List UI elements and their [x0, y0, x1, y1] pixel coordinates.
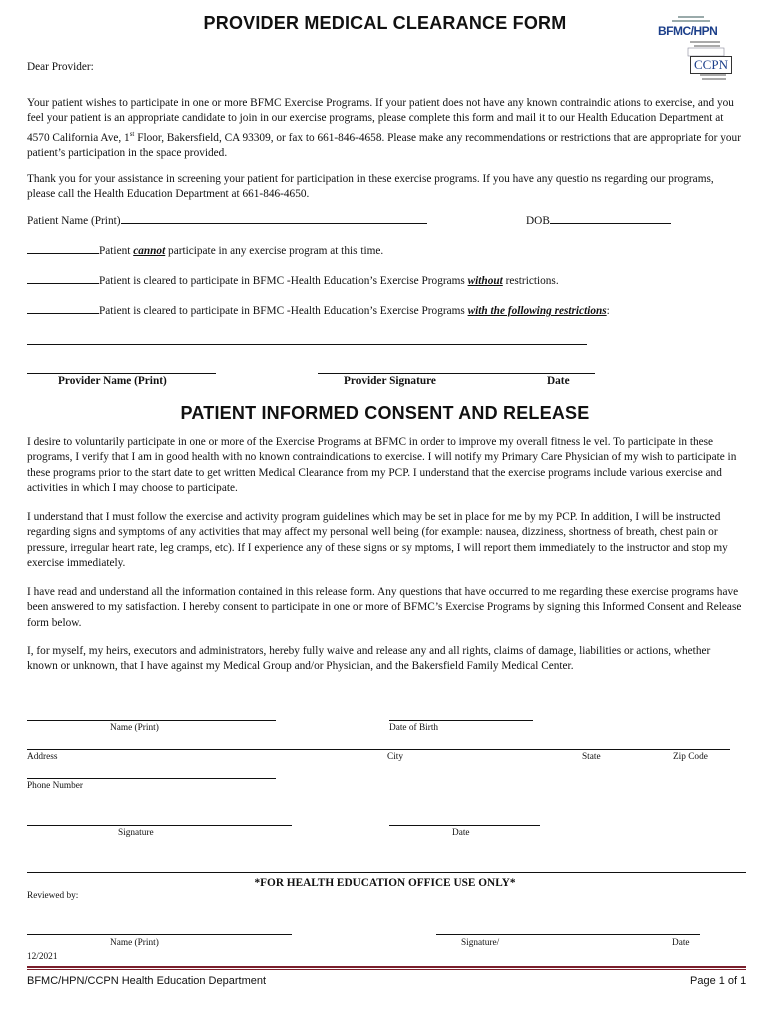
- consent-paragraph-1: I desire to voluntarily participate in one or more of the Exercise Programs at BFMC in order to improve my overall fitness le vel. To participate in these programs, I verify that I am in good health with no known contraindications to exercise. I will notify my Primary Care Physician of my wish to participate in these programs prior to the start date to get written Medical Clearance from my PCP. I understand that the exercise programs include various exercise and activities in which I may choose to participate.: [27, 436, 737, 494]
- footer-page-number: Page 1 of 1: [690, 975, 747, 987]
- patient-name-field[interactable]: [27, 212, 427, 227]
- option-cleared-without-restrictions[interactable]: Patient is cleared to participate in BFMC -Health Education’s Exercise Programs without restrictions.: [27, 272, 559, 287]
- option-cleared-with-restrictions[interactable]: Patient is cleared to participate in BFMC -Health Education’s Exercise Programs with the following restrictions:: [27, 302, 610, 317]
- address-label: Address: [27, 752, 58, 762]
- phone-line[interactable]: [27, 778, 276, 779]
- patient-dob-field[interactable]: [526, 212, 671, 227]
- consent-date-label: Date: [452, 828, 470, 838]
- consent-paragraph-4: I, for myself, my heirs, executors and administrators, hereby fully waive and release any and all rights, claims of damage, liabilities or actions, whether known or unknown, that I have against my Medical Group and/or Physician, and the Bakersfield Family Medical Center.: [27, 645, 711, 673]
- revision-date: 12/2021: [27, 952, 58, 962]
- dob-blank[interactable]: [550, 212, 671, 224]
- zip-label: Zip Code: [673, 752, 708, 762]
- office-name-line[interactable]: [27, 934, 292, 935]
- consent-paragraph-2: I understand that I must follow the exercise and activity program guidelines which may be set in place for me by my PCP. In addition, I will be instructed regarding signs and symptoms of any activities that may affect my personal well being (for example: nausea, dizziness, shortness of breath, chest pain or pressure, irregular heart rate, leg cramps, etc). If I experience any of these signs or sy mptoms, I will report them immediately to the instructor and stop my exercise immediately.: [27, 511, 728, 569]
- address-line[interactable]: [27, 749, 730, 750]
- option-cannot-participate[interactable]: Patient cannot participate in any exercise program at this time.: [27, 242, 383, 257]
- provider-name-label: Provider Name (Print): [58, 375, 167, 387]
- provider-thanks-paragraph: Thank you for your assistance in screening your patient for participation in these exercise programs. If you have any questio ns regarding our programs, please call the Health Education Department at 661-846-4650.: [27, 173, 714, 201]
- city-label: City: [387, 752, 404, 762]
- patient-name-label: Patient Name (Print): [27, 215, 121, 227]
- office-signature-line[interactable]: [436, 934, 700, 935]
- form-title: PROVIDER MEDICAL CLEARANCE FORM: [203, 13, 567, 33]
- footer-rule-top: [27, 966, 746, 968]
- footer-department: BFMC/HPN/CCPN Health Education Department: [27, 975, 267, 987]
- consent-dob-label: Date of Birth: [389, 723, 439, 733]
- consent-name-label: Name (Print): [110, 723, 159, 733]
- logo-top-text: BFMC/HPN: [658, 24, 718, 38]
- provider-intro-paragraph: Your patient wishes to participate in one or more BFMC Exercise Programs. If your patient does not have any known contraindic ations to exercise, and you feel your patient is an appropriate candidate to join in our exercise programs, please complete this form and mail it to our Health Education Department at 4570 California Ave, 1st Floor, Bakersfield, CA 93309, or fax to 661-846-4658. Please make any recommendations or restrictions that are appropriate for your patient’s participation in the space provided.: [27, 97, 741, 159]
- reviewed-by-label: Reviewed by:: [27, 891, 79, 901]
- consent-name-line[interactable]: [27, 720, 276, 721]
- consent-dob-line[interactable]: [389, 720, 533, 721]
- patient-name-blank[interactable]: [121, 212, 427, 224]
- consent-paragraph-3: I have read and understand all the information contained in this release form. Any questions that have occurred to me regarding these exercise programs have been answered to my satisfaction. I hereby consent to participate in one or more of BFMC’s Exercise Programs by signing this Informed Consent and Release form below.: [27, 586, 742, 629]
- organization-logo: [650, 14, 742, 84]
- restrictions-line[interactable]: [27, 344, 587, 345]
- option-cannot-blank[interactable]: [27, 242, 99, 254]
- footer-rule-bottom: [27, 969, 746, 970]
- consent-signature-label: Signature: [118, 828, 154, 838]
- logo-bottom-text: CCPN: [690, 56, 732, 74]
- option-with-blank[interactable]: [27, 302, 99, 314]
- office-name-label: Name (Print): [110, 938, 159, 948]
- greeting: Dear Provider:: [27, 61, 94, 73]
- provider-signature-label: Provider Signature: [344, 375, 436, 387]
- consent-title: PATIENT INFORMED CONSENT AND RELEASE: [180, 403, 590, 423]
- consent-signature-line[interactable]: [27, 825, 292, 826]
- phone-label: Phone Number: [27, 781, 84, 791]
- office-date-label: Date: [672, 938, 690, 948]
- provider-date-label: Date: [547, 375, 570, 387]
- office-divider: [27, 872, 746, 873]
- provider-name-line[interactable]: [27, 373, 216, 374]
- office-signature-label: Signature/: [461, 938, 500, 948]
- office-use-heading: *FOR HEALTH EDUCATION OFFICE USE ONLY*: [254, 877, 516, 889]
- dob-label: DOB: [526, 215, 550, 227]
- option-without-blank[interactable]: [27, 272, 99, 284]
- provider-signature-line[interactable]: [318, 373, 595, 374]
- consent-date-line[interactable]: [389, 825, 540, 826]
- state-label: State: [582, 752, 601, 762]
